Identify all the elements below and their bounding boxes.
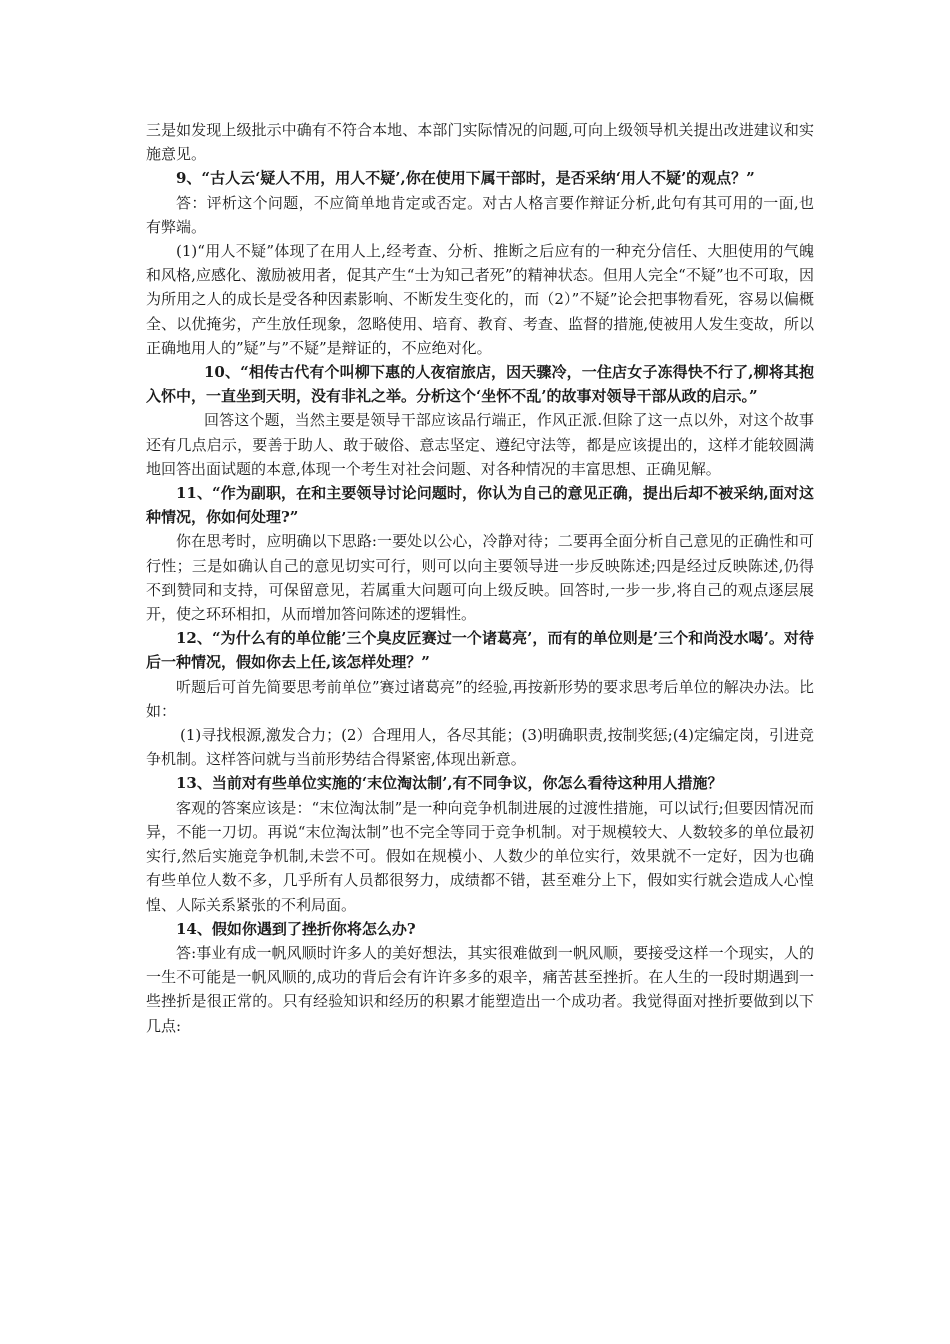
answer-paragraph: 你在思考时，应明确以下思路:一要处以公心，冷静对待；二要再全面分析自己意见的正确性和可行性；三是如确认自己的意见切实可行，则可以向主要领导进一步反映陈述;四是经过反映陈述,仍得不到赞同和支持，可保留意见，若属重大问题可向上级反映。回答时,一步一步,将自己的观点逐层展开，使之环环相扣，从而增加答问陈述的逻辑性。 [146, 532, 814, 624]
question-heading: 12、“为什么有的单位能’三个臭皮匠赛过一个诸葛亮’，而有的单位则是’三个和尚没水喝’。对待后一种情况，假如你去上任,该怎样处理？” [146, 629, 814, 672]
answer-paragraph: 答:事业有成一帆风顺时许多人的美好想法，其实很难做到一帆风顺，要接受这样一个现实，人的一生不可能是一帆风顺的,成功的背后会有许许多多的艰辛，痛苦甚至挫折。在人生的一段时期遇到一些挫折是很正常的。只有经验知识和经历的积累才能塑造出一个成功者。我觉得面对挫折要做到以下几点: [146, 943, 814, 1035]
answer-paragraph: 回答这个题，当然主要是领导干部应该品行端正，作风正派.但除了这一点以外，对这个故事还有几点启示，要善于助人、敢于破俗、意志坚定、遵纪守法等，都是应该提出的，这样才能较圆满地回答出面试题的本意,体现一个考生对社会问题、对各种情况的丰富思想、正确见解。 [146, 411, 814, 478]
answer-paragraph: 答：评析这个问题，不应简单地肯定或否定。对古人格言要作辩证分析,此句有其可用的一面,也有弊端。 [146, 193, 814, 236]
answer-paragraph: (1)“用人不疑”体现了在用人上,经考查、分析、推断之后应有的一种充分信任、大胆使用的气魄和风格,应感化、激励被用者，促其产生“士为知己者死”的精神状态。但用人完全“不疑”也不可取，因为所用之人的成长是受各种因素影响、不断发生变化的，而（2）”不疑”论会把事物看死，容易以偏概全、以优掩劣，产生放任现象，忽略使用、培育、教育、考查、监督的措施,使被用人发生变故，所以正确地用人的”疑”与”不疑”是辩证的，不应绝对化。 [146, 242, 814, 357]
answer-paragraph: 听题后可首先简要思考前单位”赛过诸葛亮”的经验,再按新形势的要求思考后单位的解决办法。比如： [146, 677, 814, 720]
answer-paragraph: 客观的答案应该是：“末位淘汰制”是一种向竞争机制进展的过渡性措施，可以试行;但要因情况而异，不能一刀切。再说“末位淘汰制”也不完全等同于竞争机制。对于规模较大、人数较多的单位最初实行,然后实施竞争机制,未尝不可。假如在规模小、人数少的单位实行，效果就不一定好，因为也确有些单位人数不多，几乎所有人员都很努力，成绩都不错，甚至难分上下，假如实行就会造成人心惶惶、人际关系紧张的不利局面。 [146, 798, 814, 914]
question-heading: 14、假如你遇到了挫折你将怎么办? [176, 919, 416, 938]
answer-list-paragraph: (1)寻找根源,激发合力；(2）合理用人，各尽其能；(3)明确职责,按制奖惩;(4)定编定岗，引进竞争机制。这样答问就与当前形势结合得紧密,体现出新意。 [146, 726, 814, 769]
question-heading: 9、“古人云‘疑人不用，用人不疑’,你在使用下属干部时，是否采纳‘用人不疑’的观点？” [176, 169, 755, 188]
question-heading: 10、“相传古代有个叫柳下惠的人夜宿旅店，因天骤冷，一住店女子冻得快不行了,柳将其抱入怀中，一直坐到天明，没有非礼之举。分析这个‘坐怀不乱’的故事对领导干部从政的启示。” [146, 363, 814, 406]
question-heading: 11、“作为副职，在和主要领导讨论问题时，你认为自己的意见正确，提出后却不被采纳,面对这种情况，你如何处理?” [146, 484, 814, 527]
answer-paragraph: 三是如发现上级批示中确有不符合本地、本部门实际情况的问题,可向上级领导机关提出改进建议和实施意见。 [146, 121, 814, 164]
question-heading: 13、当前对有些单位实施的‘末位淘汰制’,有不同争议，你怎么看待这种用人措施？ [176, 774, 723, 793]
document-body [146, 118, 814, 1038]
